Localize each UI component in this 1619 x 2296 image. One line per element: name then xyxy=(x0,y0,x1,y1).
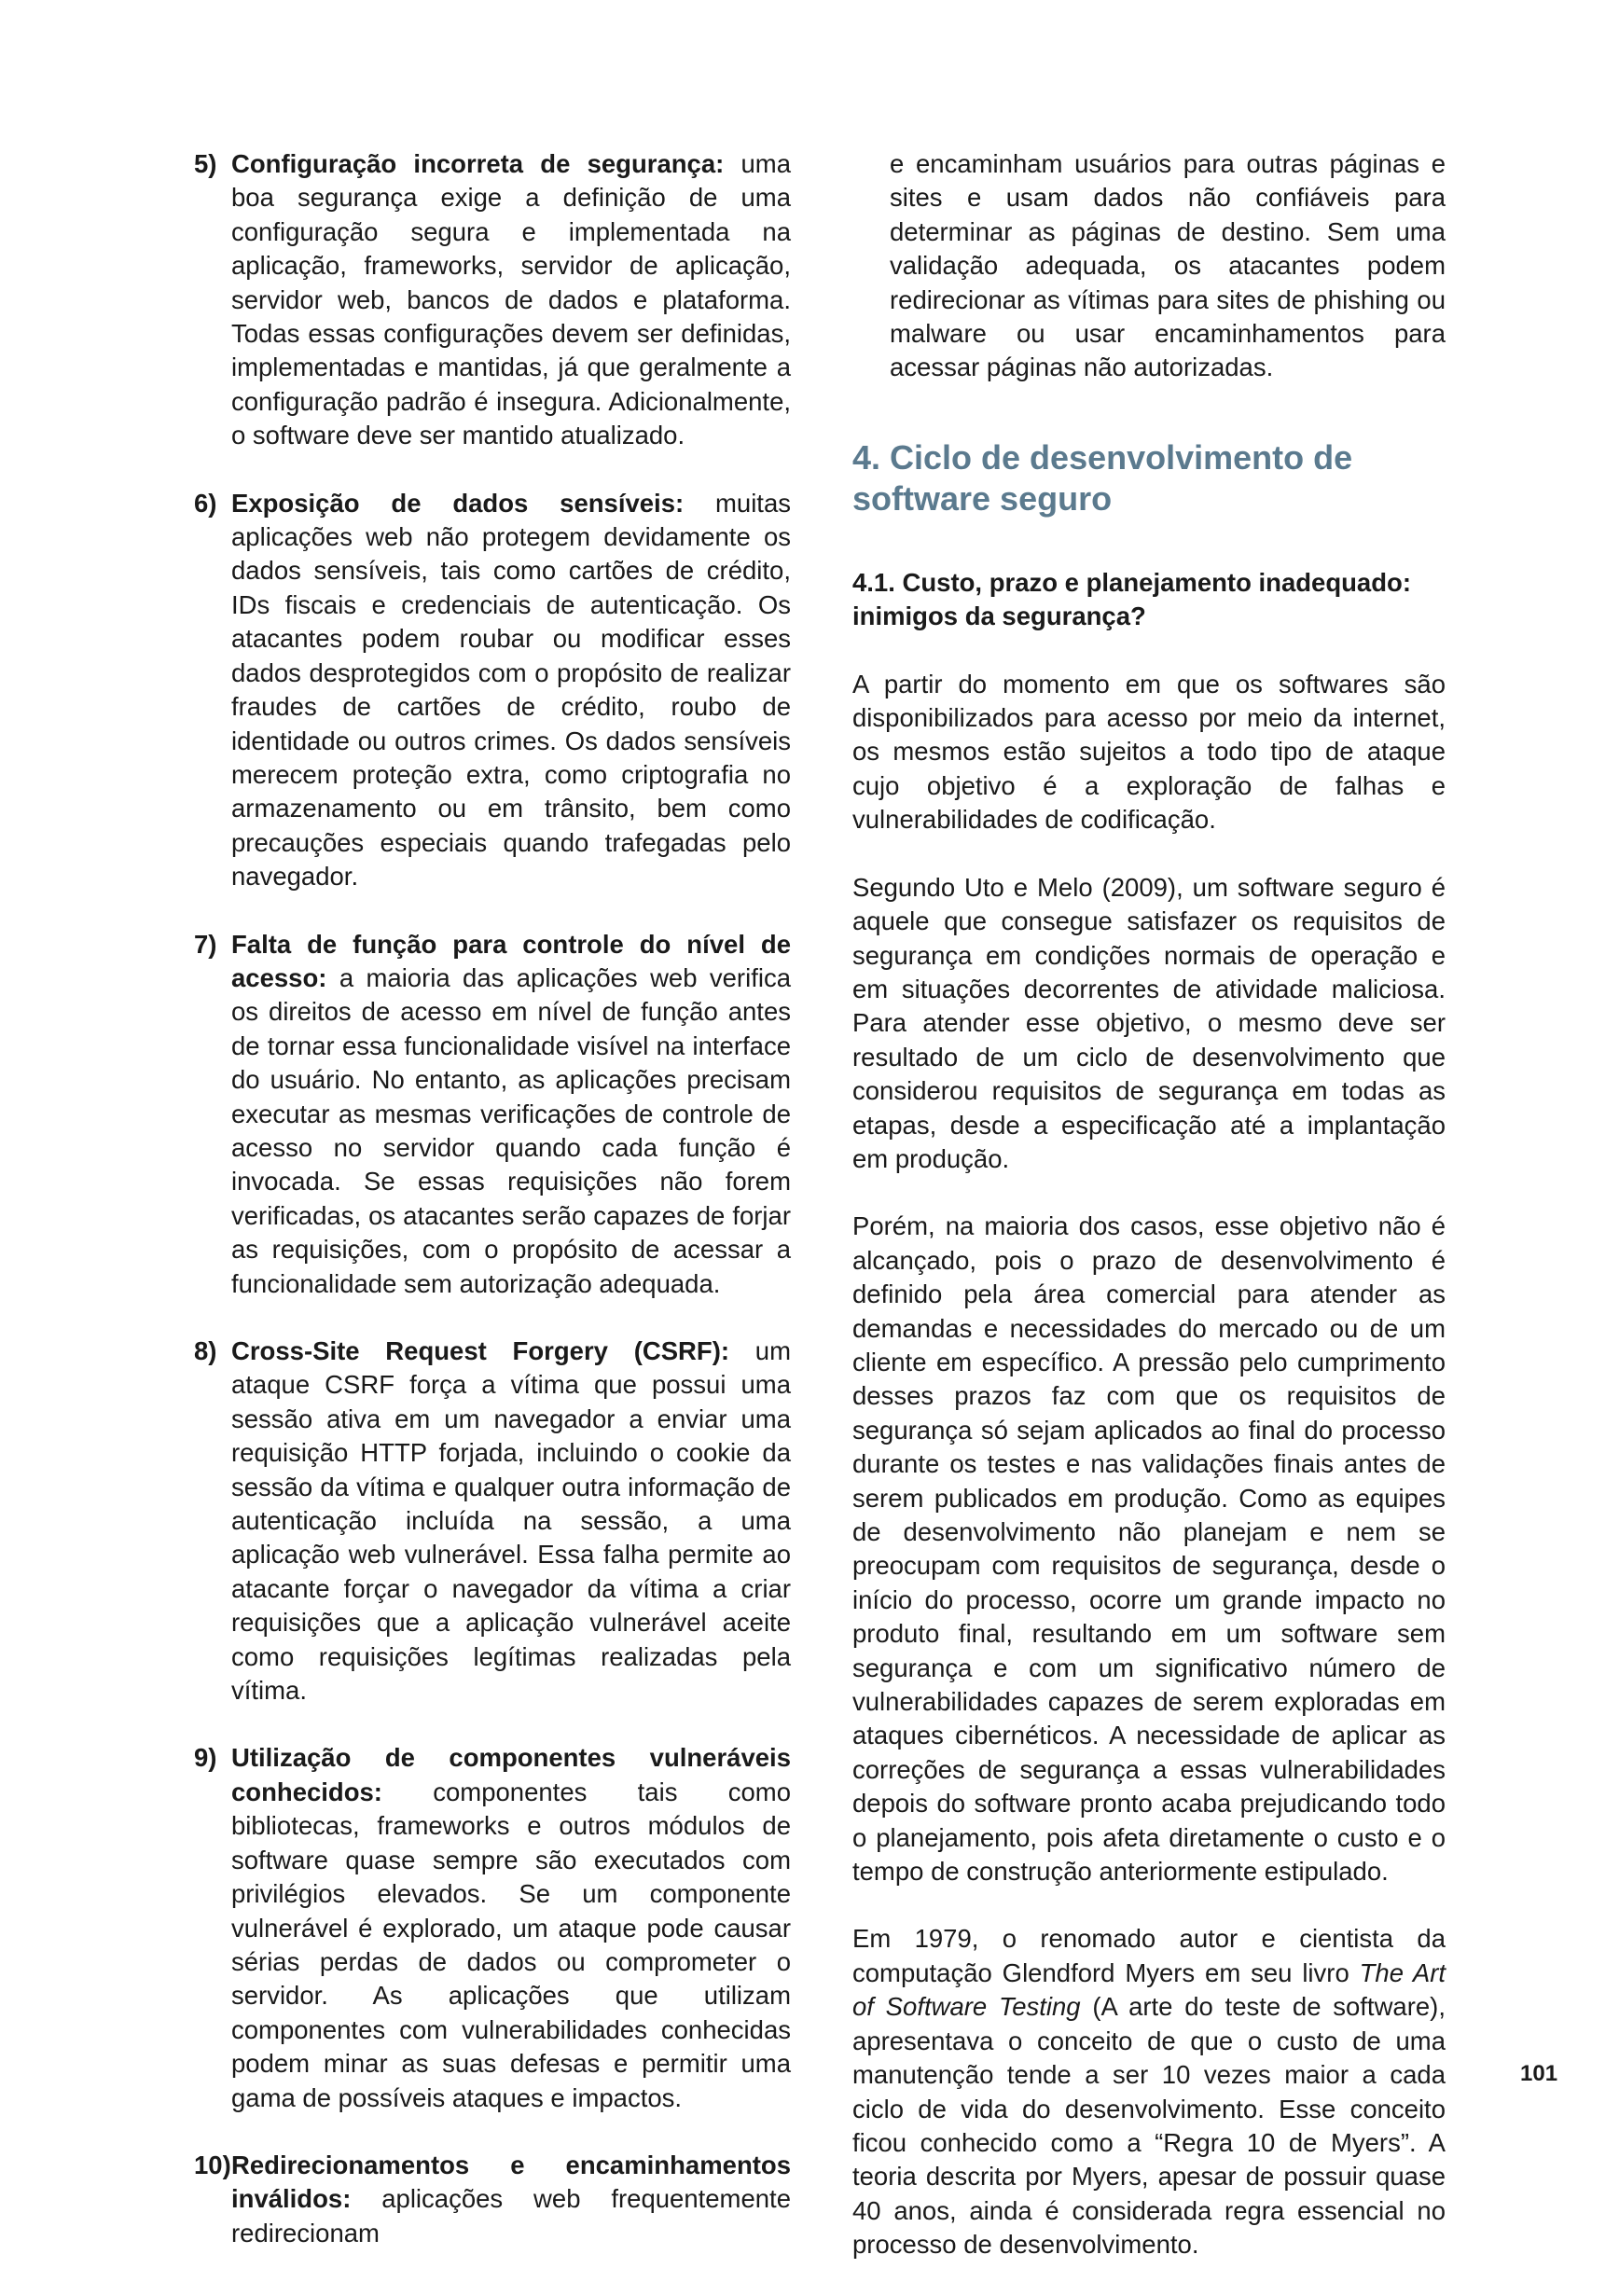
item-number: 9) xyxy=(194,1743,217,1773)
list-item-7 xyxy=(194,928,791,1301)
item-text: um ataque CSRF força a vítima que possui uma sessão ativa em um navegador a enviar uma requisição HTTP forjada, incluindo o cookie da sessão da vítima e qualquer outra informação de autenticação incluída na sessão, a uma aplicação web vulnerável. Essa falha permite ao atacante forçar o navegador da vítima a criar requisições que a aplicação vulnerável aceite como requisições legítimas realizadas pela vítima. xyxy=(231,1336,791,1706)
body-paragraph: A partir do momento em que os softwares são disponibilizados para acesso por meio da internet, os mesmos estão sujeitos a todo tipo de ataque cujo objetivo é a exploração de falhas e vulnerabilidades de codificação. xyxy=(852,669,1446,835)
list-item-10 xyxy=(194,2149,791,2250)
list-item-6 xyxy=(194,487,791,894)
item-number: 10) xyxy=(194,2150,231,2179)
item-number: 8) xyxy=(194,1336,217,1365)
list-item-10-continuation: e encaminham usuários para outras páginas e sites e usam dados não confiáveis para determinar as páginas de destino. Sem uma validação adequada, os atacantes podem redirecionar as vítimas para sites de phishing ou malware ou usar encaminhamentos para acessar páginas não autorizadas. xyxy=(890,149,1446,382)
item-title: Utilização de componentes vulneráveis conhecidos: xyxy=(231,1743,791,1806)
section-heading: 4. Ciclo de desenvolvimento de software seguro xyxy=(852,437,1353,518)
body-paragraph-myers xyxy=(852,1922,1446,2261)
item-title: Falta de função para controle do nível de acesso: xyxy=(231,929,791,992)
paragraph-text: (A arte do teste de software), apresentava o conceito de que o custo de uma manutenção tende a ser 10 vezes maior a cada ciclo de vida do desenvolvimento. Esse conceito ficou conhecido como a “Regra 10 de Myers”. A teoria descrita por Myers, apesar de possuir quase 40 anos, ainda é considerada regra essencial no processo de desenvolvimento. xyxy=(852,1992,1446,2260)
book-title: The Art of Software Testing xyxy=(852,1957,1446,2022)
item-text: uma boa segurança exige a definição de uma configuração segura e implementada na aplicação, frameworks, servidor de aplicação, servidor web, bancos de dados e plataforma. Todas essas configurações devem ser definidas, implementadas e mantidas, já que geralmente a configuração padrão é insegura. Adicionalmente, o software deve ser mantido atualizado. xyxy=(231,149,791,450)
item-text: a maioria das aplicações web verifica os direitos de acesso em nível de função antes de tornar essa funcionalidade visível na interface do usuário. No entanto, as aplicações precisam executar as mesmas verificações de controle de acesso no servidor quando cada função é invocada. Se essas requisições não forem verificadas, os atacantes serão capazes de forjar as requisições, com o propósito de acessar a funcionalidade sem autorização adequada. xyxy=(231,962,791,1298)
item-title: Cross-Site Request Forgery (CSRF): xyxy=(231,1336,730,1365)
item-title: Redirecionamentos e encaminhamentos inválidos: xyxy=(231,2150,791,2214)
paragraph-text: Em 1979, o renomado autor e cientista da computação Glendford Myers em seu livro xyxy=(852,1924,1446,1987)
item-text: muitas aplicações web não protegem devidamente os dados sensíveis, tais como cartões de crédito, IDs fiscais e credenciais de autenticação. Os atacantes podem roubar ou modificar esses dados desprotegidos com o propósito de realizar fraudes de cartões de crédito, roubo de identidade ou outros crimes. Os dados sensíveis merecem proteção extra, como criptografia no armazenamento ou em trânsito, bem como precauções especiais quando trafegadas pelo navegador. xyxy=(231,488,791,892)
list-item-5 xyxy=(194,147,791,453)
item-text: aplicações web frequentemente redirecionam xyxy=(231,2184,791,2248)
page-number: 101 xyxy=(1520,2061,1558,2086)
body-paragraph: Porém, na maioria dos casos, esse objetivo não é alcançado, pois o prazo de desenvolvimento é definido pela área comercial para atender as demandas e necessidades do mercado ou de um cliente em específico. A pressão pelo cumprimento desses prazos faz com que os requisitos de segurança só sejam aplicados ao final do processo durante os testes e nas validações finais antes de serem publicados em produção. Como as equipes de desenvolvimento não planejam e nem se preocupam com requisitos de segurança, desde o início do processo, ocorre um grande impacto no produto final, resultando em um software sem segurança e com um significativo número de vulnerabilidades capazes de serem exploradas em ataques cibernéticos. A necessidade de aplicar as correções de segurança a essas vulnerabilidades depois do software pronto acaba prejudicando todo o planejamento, pois afeta diretamente o custo e o tempo de construção anteriormente estipulado. xyxy=(852,1211,1446,1887)
subsection-heading: 4.1. Custo, prazo e planejamento inadequado: inimigos da segurança? xyxy=(852,567,1411,631)
item-text: componentes tais como bibliotecas, frameworks e outros módulos de software quase sempre são executados com privilégios elevados. Se um componente vulnerável é explorado, um ataque pode causar sérias perdas de dados ou comprometer o servidor. As aplicações que utilizam componentes com vulnerabilidades conhecidas podem minar as suas defesas e permitir uma gama de possíveis ataques e impactos. xyxy=(231,1777,791,2112)
item-number: 7) xyxy=(194,929,217,959)
list-item-8 xyxy=(194,1335,791,1708)
list-item-9 xyxy=(194,1741,791,2114)
item-number: 5) xyxy=(194,149,217,178)
left-column xyxy=(194,147,791,2284)
body-paragraph: Segundo Uto e Melo (2009), um software seguro é aquele que consegue satisfazer os requisitos de segurança em condições normais de operação e em situações decorrentes de atividade maliciosa. Para atender esse objetivo, o mesmo deve ser resultado de um ciclo de desenvolvimento que considerou requisitos de segurança em todas as etapas, desde a especificação até a implantação em produção. xyxy=(852,872,1446,1173)
item-title: Exposição de dados sensíveis: xyxy=(231,488,685,518)
item-number: 6) xyxy=(194,488,217,518)
item-title: Configuração incorreta de segurança: xyxy=(231,149,725,178)
right-column xyxy=(852,147,1446,2296)
